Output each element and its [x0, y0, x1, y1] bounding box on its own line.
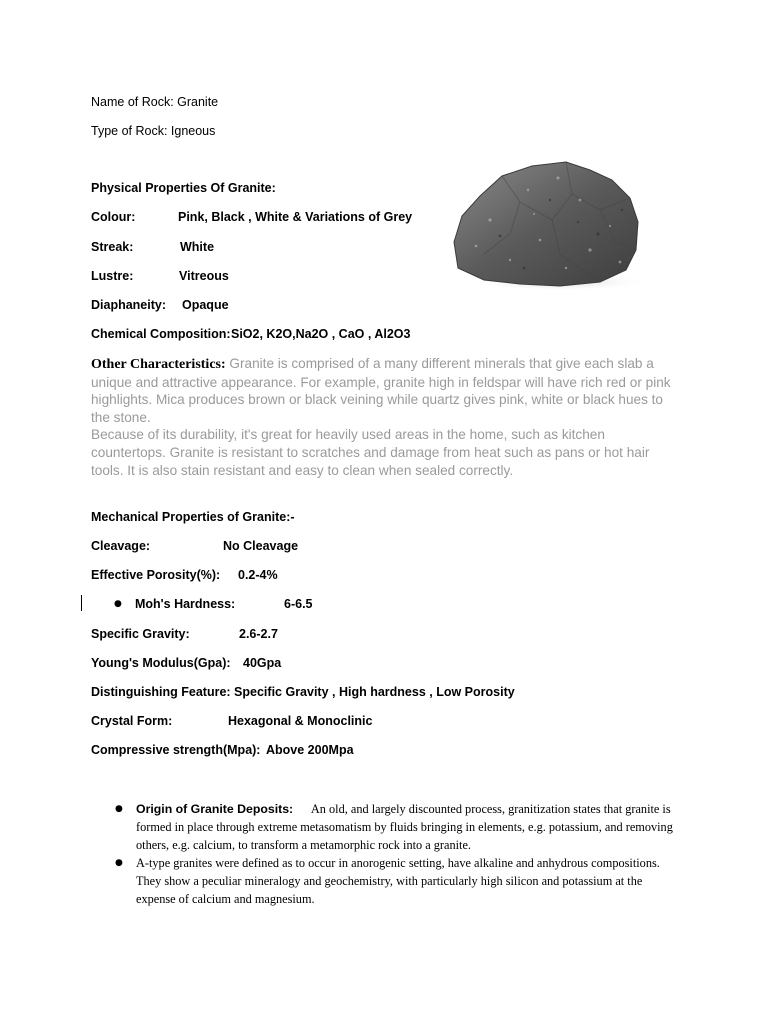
lustre-value: Vitreous: [179, 269, 229, 283]
cleavage-row: [91, 539, 299, 553]
origin-label: Origin of Granite Deposits:: [136, 802, 294, 816]
gravity-label: Specific Gravity:: [91, 627, 190, 641]
colour-label: Colour:: [91, 210, 136, 224]
other-paragraph-1: Granite is comprised of a many different minerals that give each slab a unique and attractive appearance. For example, granite high in feldspar will have rich red or pink highlights. Mica produces brown or black veining while quartz gives pink, white or black hues to the stone.: [91, 356, 671, 425]
cleavage-label: Cleavage:: [91, 539, 151, 553]
gravity-value: 2.6-2.7: [239, 627, 278, 641]
colour-value: Pink, Black , White & Variations of Grey: [178, 210, 413, 224]
bullet-icon: ●: [114, 599, 122, 609]
compressive-row: [91, 743, 354, 757]
hardness-label: Moh's Hardness:: [135, 597, 236, 611]
crystal-label: Crystal Form:: [91, 714, 173, 728]
physical-heading: Physical Properties Of Granite:: [91, 181, 276, 195]
rock-type: Type of Rock: Igneous: [91, 124, 216, 138]
chemical-value: SiO2, K2O,Na2O , CaO , Al2O3: [231, 327, 411, 341]
bullet-icon: ●: [115, 858, 123, 868]
gravity-row: [91, 627, 278, 641]
compressive-value: Above 200Mpa: [266, 743, 354, 757]
diaphaneity-label: Diaphaneity:: [91, 298, 167, 312]
distinguishing-row: Distinguishing Feature: Specific Gravity , High hardness , Low Porosity: [91, 685, 515, 699]
colour-row: [91, 210, 413, 224]
compressive-label: Compressive strength(Mpa):: [91, 743, 261, 757]
bullet-icon: ●: [115, 804, 123, 814]
lustre-row: [91, 269, 229, 283]
hardness-value: 6-6.5: [284, 597, 313, 611]
other-heading: Other Characteristics:: [91, 357, 226, 372]
porosity-row: [91, 568, 278, 582]
modulus-label: Young's Modulus(Gpa):: [91, 656, 231, 670]
diaphaneity-row: [91, 298, 229, 312]
porosity-value: 0.2-4%: [238, 568, 278, 582]
streak-label: Streak:: [91, 240, 134, 254]
list-item: [115, 800, 675, 854]
origin-text-1: An old, and largely discounted process, granitization states that granite is formed in place through extreme metasomatism by fluids bringing in elements, e.g. potassium, and removing others, e.g. calcium, to transform a metamorphic rock into a granite.: [136, 802, 673, 852]
chemical-label: Chemical Composition:: [91, 327, 231, 341]
other-paragraph-2: Because of its durability, it's great for heavily used areas in the home, such as kitchen countertops. Granite is resistant to scratches and damage from heat such as pans or hot hair tools. It is also stain resistant and easy to clean when sealed correctly.: [91, 427, 650, 478]
mechanical-heading: Mechanical Properties of Granite:-: [91, 510, 295, 524]
other-characteristics: [91, 355, 681, 479]
cleavage-value: No Cleavage: [223, 539, 299, 553]
granite-rock-image: [440, 150, 660, 292]
diaphaneity-value: Opaque: [182, 298, 229, 312]
modulus-value: 40Gpa: [243, 656, 282, 670]
rock-name: Name of Rock: Granite: [91, 95, 219, 109]
origin-text-2: A-type granites were defined as to occur in anorogenic setting, have alkaline and anhydrous compositions. They show a peculiar mineralogy and geochemistry, with particularly high silicon and potassium at the expense of calcium and magnesium.: [136, 856, 660, 906]
porosity-label: Effective Porosity(%):: [91, 568, 221, 582]
list-item: [115, 854, 675, 908]
origin-list: [115, 800, 675, 908]
text-cursor: [81, 595, 82, 611]
chemical-row: [91, 327, 411, 341]
modulus-row: [91, 656, 282, 670]
crystal-row: [91, 714, 373, 728]
streak-value: White: [180, 240, 215, 254]
crystal-value: Hexagonal & Monoclinic: [228, 714, 373, 728]
lustre-label: Lustre:: [91, 269, 134, 283]
origin-section: [115, 800, 675, 908]
streak-row: [91, 240, 215, 254]
